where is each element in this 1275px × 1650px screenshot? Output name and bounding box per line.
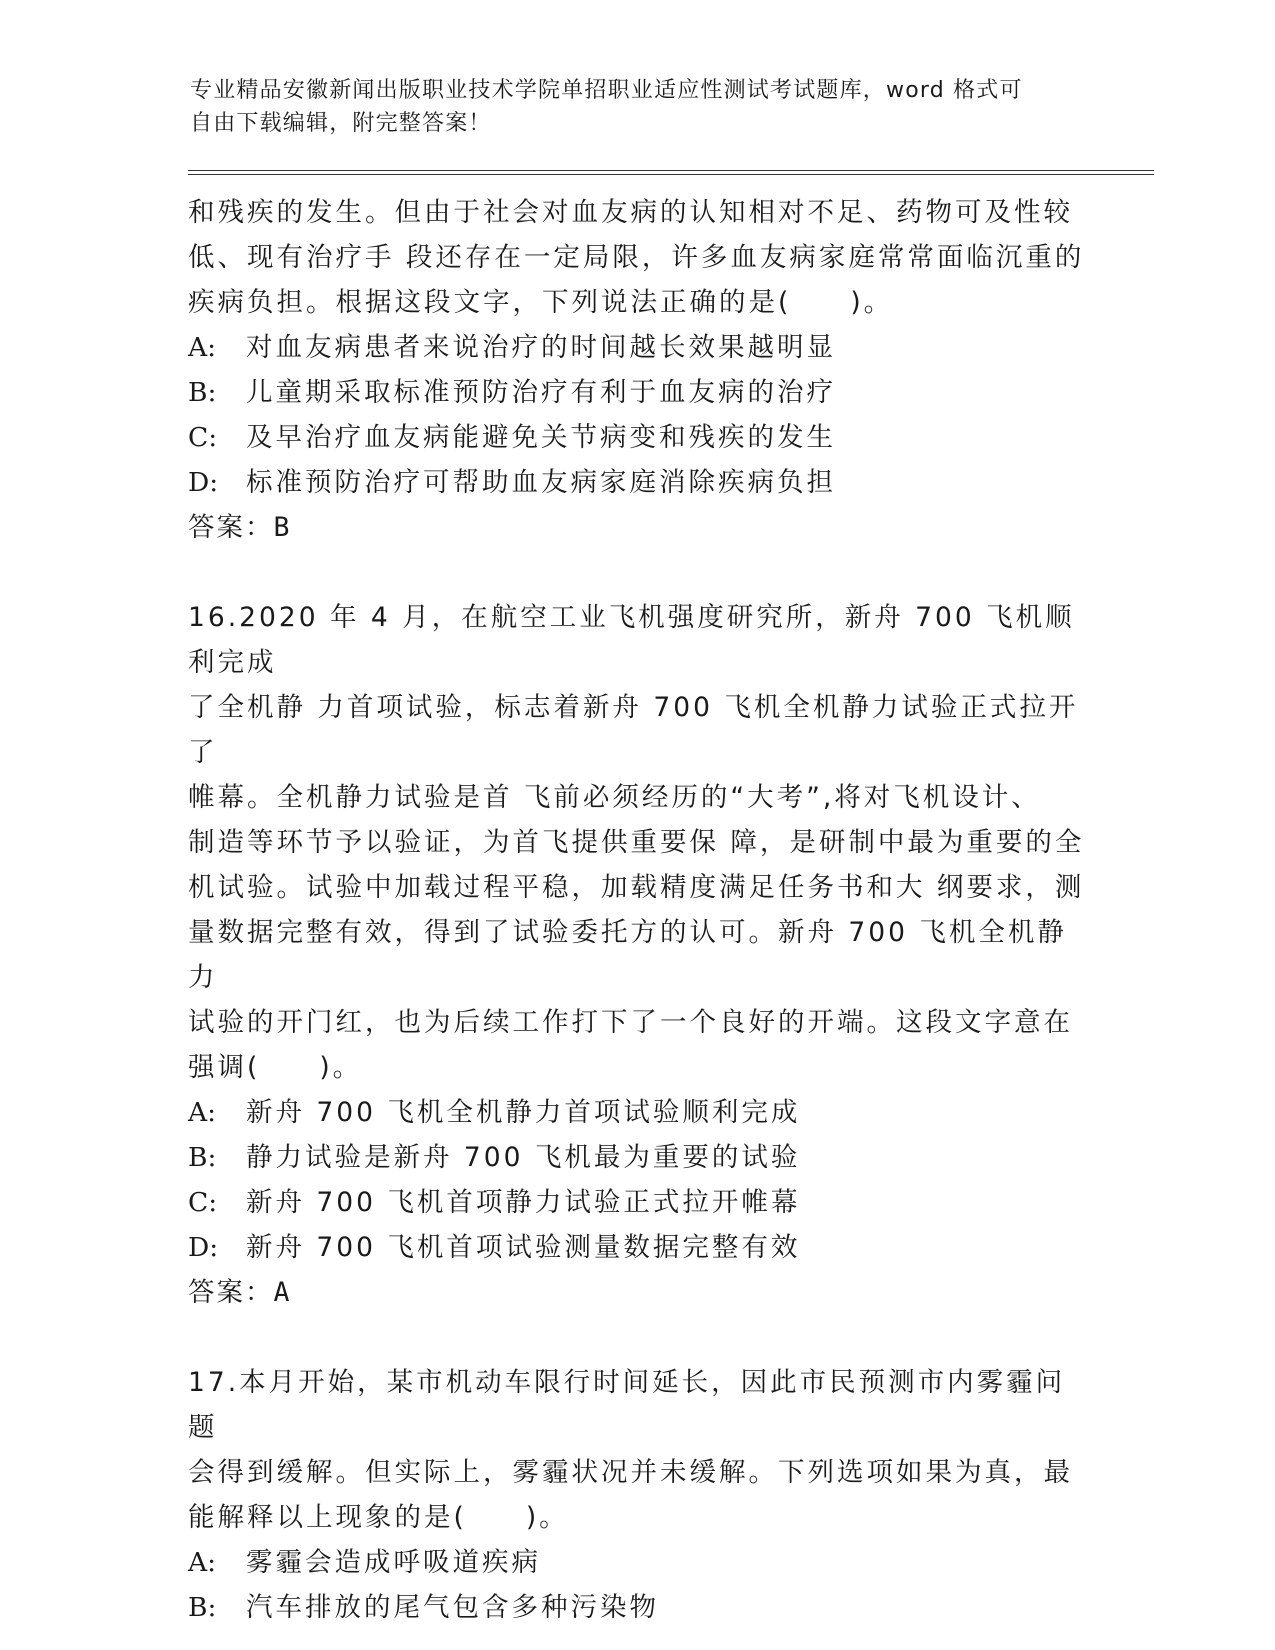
question-stem-line: 制造等环节予以验证，为首飞提供重要保 障，是研制中最为重要的全: [188, 827, 1085, 858]
question-stem-line: 会得到缓解。但实际上，雾霾状况并未缓解。下列选项如果为真，最: [188, 1457, 1073, 1488]
question-stem-line: 试验的开门红，也为后续工作打下了一个良好的开端。这段文字意在: [188, 1007, 1073, 1038]
option-key: C:: [188, 422, 218, 453]
option-c: [188, 1180, 1088, 1225]
question-stem-line: 机试验。试验中加载过程平稳，加载精度满足任务书和大 纲要求，测: [188, 872, 1085, 903]
option-text: 新舟 700 飞机首项试验测量数据完整有效: [246, 1232, 801, 1263]
answer-label: 答案：: [188, 512, 274, 543]
option-b: [188, 1135, 1088, 1180]
option-c: [188, 415, 1088, 460]
question-stem-line: 帷幕。全机静力试验是首 飞前必须经历的“大考”,将对飞机设计、: [188, 782, 1041, 813]
option-b: [188, 370, 1088, 415]
question-16: [188, 595, 1088, 1315]
option-text: 及早治疗血友病能避免关节病变和残疾的发生: [246, 422, 836, 453]
option-d: [188, 460, 1088, 505]
answer-value: B: [273, 512, 292, 543]
option-key: A:: [188, 1547, 217, 1578]
answer-line: [188, 1270, 1088, 1315]
question-stem-line: 17.本月开始，某市机动车限行时间延长，因此市民预测市内雾霾问题: [188, 1367, 1066, 1443]
question-content: [188, 190, 1088, 1630]
header-line-1: 专业精品安徽新闻出版职业技术学院单招职业适应性测试考试题库，word 格式可: [190, 78, 1023, 103]
question-stem-line: 能解释以上现象的是( )。: [188, 1502, 569, 1533]
option-key: B:: [188, 377, 217, 408]
option-text: 新舟 700 飞机全机静力首项试验顺利完成: [246, 1097, 801, 1128]
question-stem-line: 疾病负担。根据这段文字，下列说法正确的是( )。: [188, 287, 894, 318]
question-stem-line: 量数据完整有效，得到了试验委托方的认可。新舟 700 飞机全机静力: [188, 917, 1067, 993]
question-stem-line: 和残疾的发生。但由于社会对血友病的认知相对不足、药物可及性较: [188, 197, 1073, 228]
option-key: A:: [188, 1097, 217, 1128]
option-text: 儿童期采取标准预防治疗有利于血友病的治疗: [246, 377, 836, 408]
option-b: [188, 1585, 1088, 1630]
header-rule-top: [188, 170, 1154, 171]
option-a: [188, 1540, 1088, 1585]
answer-value: A: [273, 1277, 292, 1308]
option-text: 新舟 700 飞机首项静力试验正式拉开帷幕: [246, 1187, 801, 1218]
question-stem-line: 了全机静 力首项试验，标志着新舟 700 飞机全机静力试验正式拉开了: [188, 692, 1079, 768]
question-17: [188, 1360, 1088, 1630]
answer-line: [188, 505, 1088, 550]
question-stem-line: 强调( )。: [188, 1052, 363, 1083]
header-rule-bottom: [188, 174, 1154, 175]
header-line-2: 自由下载编辑，附完整答案！: [190, 111, 492, 136]
question-spacer: [188, 1315, 1088, 1360]
option-key: D:: [188, 1232, 219, 1263]
option-key: B:: [188, 1592, 217, 1623]
option-text: 对血友病患者来说治疗的时间越长效果越明显: [246, 332, 836, 363]
option-text: 汽车排放的尾气包含多种污染物: [246, 1592, 659, 1623]
question-15: [188, 190, 1088, 550]
option-d: [188, 1225, 1088, 1270]
option-text: 标准预防治疗可帮助血友病家庭消除疾病负担: [246, 467, 836, 498]
option-a: [188, 1090, 1088, 1135]
option-text: 雾霾会造成呼吸道疾病: [246, 1547, 541, 1578]
option-key: C:: [188, 1187, 218, 1218]
option-key: A:: [188, 332, 217, 363]
answer-label: 答案：: [188, 1277, 274, 1308]
option-text: 静力试验是新舟 700 飞机最为重要的试验: [246, 1142, 801, 1173]
option-key: B:: [188, 1142, 217, 1173]
question-spacer: [188, 550, 1088, 595]
question-stem-line: 低、现有治疗手 段还存在一定局限，许多血友病家庭常常面临沉重的: [188, 242, 1085, 273]
option-a: [188, 325, 1088, 370]
question-stem-line: 16.2020 年 4 月，在航空工业飞机强度研究所，新舟 700 飞机顺利完成: [188, 602, 1075, 678]
page-header: [190, 74, 1070, 140]
option-key: D:: [188, 467, 219, 498]
